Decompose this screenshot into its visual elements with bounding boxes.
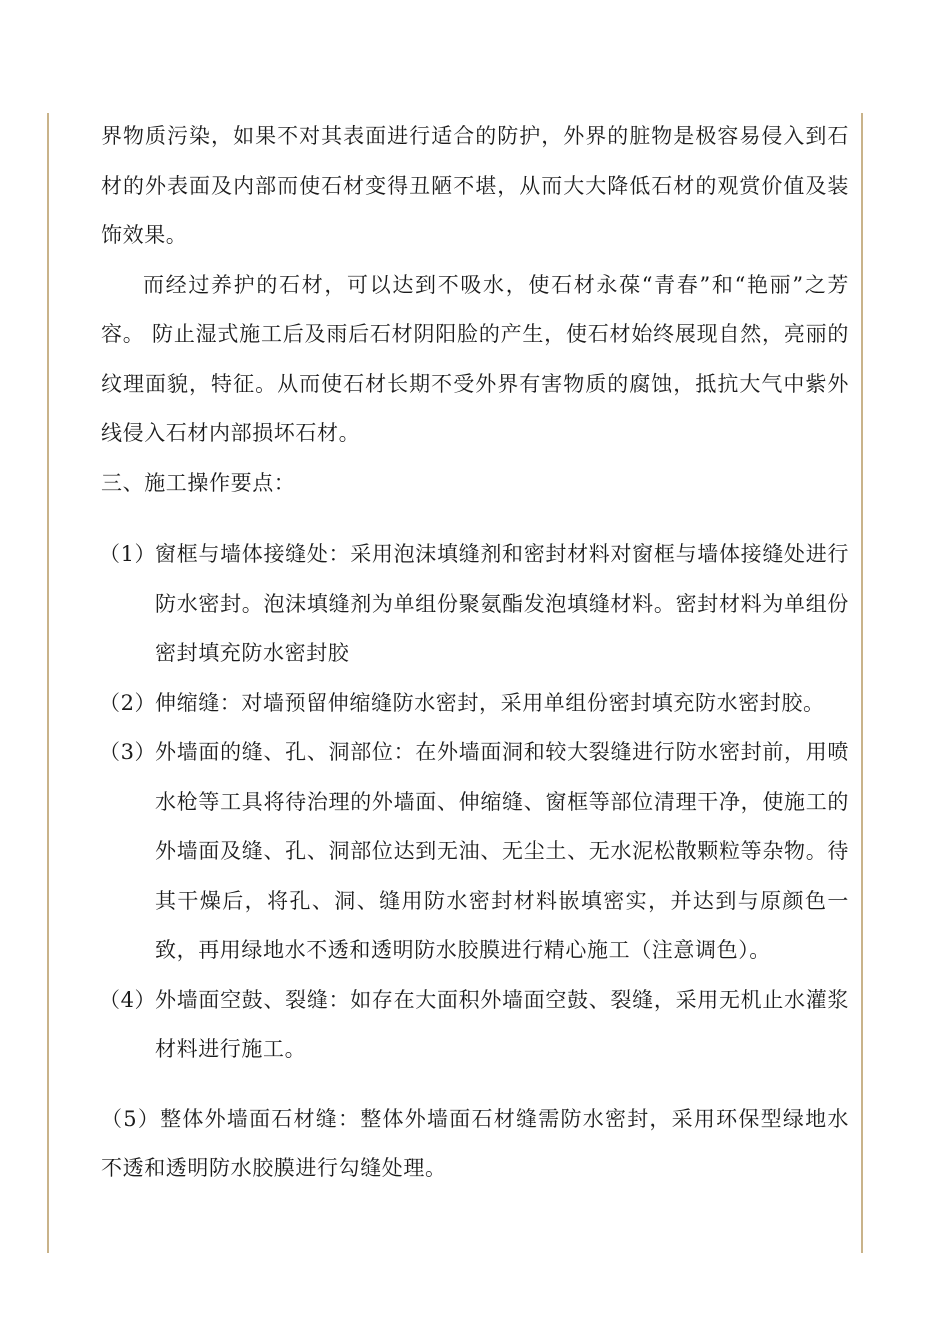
list-item-number: （3） bbox=[99, 740, 157, 764]
list-item-1 bbox=[99, 530, 849, 679]
list-item-text: 外墙面的缝、孔、洞部位：在外墙面洞和较大裂缝进行防水密封前，用喷水枪等工具将待治理的外墙面、伸缩缝、窗框等部位清理干净，使施工的外墙面及缝、孔、洞部位达到无油、无尘土、无水泥松散颗粒等杂物。待其干燥后，将孔、洞、缝用防水密封材料嵌填密实，并达到与原颜色一致，再用绿地水不透和透明防水胶膜进行精心施工（注意调色）。 bbox=[155, 740, 849, 962]
section-heading: 三、施工操作要点： bbox=[101, 470, 296, 495]
list-item-5 bbox=[101, 1095, 849, 1194]
list-item-text: 整体外墙面石材缝：整体外墙面石材缝需防水密封，采用环保型绿地水不透和透明防水胶膜进行勾缝处理。 bbox=[101, 1106, 849, 1180]
list-item-number: （2） bbox=[99, 690, 157, 715]
list-item-number: （4） bbox=[99, 987, 157, 1012]
list-item-text: 窗框与墙体接缝处：采用泡沫填缝剂和密封材料对窗框与墙体接缝处进行防水密封。泡沫填缝剂为单组份聚氨酯发泡填缝材料。密封材料为单组份密封填充防水密封胶 bbox=[155, 542, 849, 665]
left-margin-rule bbox=[47, 113, 49, 1253]
list-item-3 bbox=[99, 728, 849, 976]
list-item-number: （5） bbox=[101, 1106, 161, 1131]
list-item-text: 伸缩缝：对墙预留伸缩缝防水密封，采用单组份密封填充防水密封胶。 bbox=[155, 690, 825, 715]
list-item-2 bbox=[99, 679, 849, 729]
list-item-number: （1） bbox=[99, 542, 157, 566]
document-body bbox=[101, 112, 849, 1215]
right-margin-rule bbox=[861, 113, 863, 1253]
list-item-4 bbox=[99, 976, 849, 1075]
paragraph-curing-benefits: 而经过养护的石材，可以达到不吸水，使石材永葆“青春”和“艳丽”之芳容。 防止湿式施工后及雨后石材阴阳脸的产生，使石材始终展现自然，亮丽的纹理面貌，特征。从而使石材长期不受外界有害物质的腐蚀，抵抗大气中紫外线侵入石材内部损坏石材。 bbox=[101, 272, 849, 445]
list-item-text: 外墙面空鼓、裂缝：如存在大面积外墙面空鼓、裂缝，采用无机止水灌浆材料进行施工。 bbox=[155, 987, 849, 1061]
paragraph-continuation: 界物质污染，如果不对其表面进行适合的防护，外界的脏物是极容易侵入到石材的外表面及内部而使石材变得丑陋不堪，从而大大降低石材的观赏价值及装饰效果。 bbox=[101, 124, 849, 247]
